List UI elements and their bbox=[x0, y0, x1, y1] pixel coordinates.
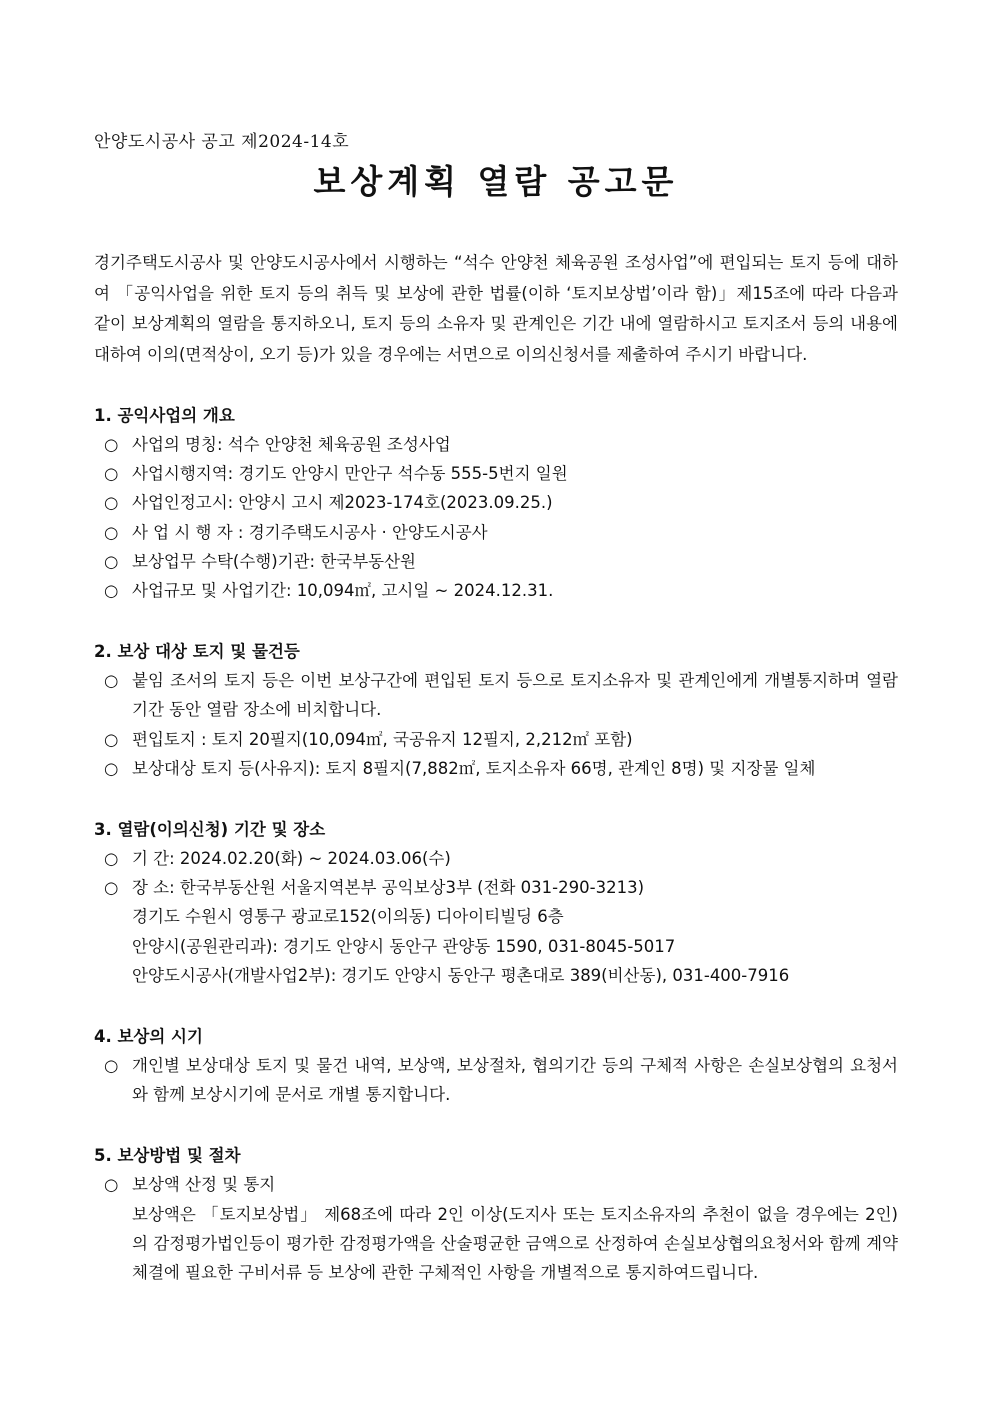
item-text: 편입토지 : 토지 20필지(10,094㎡, 국공유지 12필지, 2,212㎡ 포함) bbox=[132, 729, 633, 749]
item-text: 사업시행지역: 경기도 안양시 만안구 석수동 555-5번지 일원 bbox=[132, 464, 568, 484]
bullet-circle-icon: ○ bbox=[104, 729, 119, 749]
section-heading: 3. 열람(이의신청) 기간 및 장소 bbox=[94, 820, 326, 840]
section-heading: 4. 보상의 시기 bbox=[94, 1027, 203, 1047]
bullet-circle-icon: ○ bbox=[104, 1175, 119, 1195]
item-text: 기 간: 2024.02.20(화) ~ 2024.03.06(수) bbox=[132, 849, 451, 869]
method-paragraph: 보상액은 「토지보상법」 제68조에 따라 2인 이상(도지사 또는 토지소유자의 추천이 없을 경우에는 2인)의 감정평가법인등이 평가한 감정평가액을 산술평균한 금액으로 산정하여 손실보상협의요청서와 함께 계약체결에 필요한 구비서류 등 보상에 관한 구체적인 사항을 개별적으로 통지하여드립니다. bbox=[132, 1204, 898, 1283]
item-text: 보상대상 토지 등(사유지): 토지 8필지(7,882㎡, 토지소유자 66명, 관계인 8명) 및 지장물 일체 bbox=[132, 758, 816, 778]
item-text: 보상액 산정 및 통지 bbox=[132, 1175, 276, 1195]
list-item bbox=[94, 518, 898, 547]
bullet-circle-icon: ○ bbox=[104, 849, 119, 869]
intro-paragraph: 경기주택도시공사 및 안양도시공사에서 시행하는 “석수 안양천 체육공원 조성사업”에 편입되는 토지 등에 대하여 「공익사업을 위한 토지 등의 취득 및 보상에 관한 법률(이하 ‘토지보상법’이라 함)」제15조에 따라 다음과 같이 보상계획의 열람을 통지하오니, 토지 등의 소유자 및 관계인은 기간 내에 열람하시고 토지조서 등의 내용에 대하여 이의(면적상이, 오기 등)가 있을 경우에는 서면으로 이의신청서를 제출하여 주시기 바랍니다. bbox=[94, 253, 898, 364]
list-item bbox=[94, 576, 898, 605]
address-line: 경기도 수원시 영통구 광교로152(이의동) 디아이티빌딩 6층 bbox=[132, 907, 564, 927]
item-text: 사 업 시 행 자 : 경기주택도시공사 · 안양도시공사 bbox=[132, 522, 488, 542]
item-text: 개인별 보상대상 토지 및 물건 내역, 보상액, 보상절차, 협의기간 등의 구체적 사항은 손실보상협의 요청서와 함께 보상시기에 문서로 개별 통지합니다. bbox=[132, 1056, 898, 1105]
list-item bbox=[94, 754, 898, 783]
bullet-circle-icon: ○ bbox=[104, 522, 119, 542]
section-heading: 5. 보상방법 및 절차 bbox=[94, 1146, 241, 1166]
address-line: 안양시(공원관리과): 경기도 안양시 동안구 관양동 1590, 031-8045-5017 bbox=[132, 936, 676, 956]
item-text: 사업규모 및 사업기간: 10,094㎡, 고시일 ~ 2024.12.31. bbox=[132, 581, 554, 601]
section-heading: 1. 공익사업의 개요 bbox=[94, 406, 235, 425]
list-item bbox=[94, 488, 898, 517]
address-line: 안양도시공사(개발사업2부): 경기도 안양시 동안구 평촌대로 389(비산동), 031-400-7916 bbox=[132, 965, 790, 985]
bullet-circle-icon: ○ bbox=[104, 493, 119, 513]
list-item bbox=[94, 844, 898, 873]
list-item bbox=[94, 459, 898, 488]
bullet-circle-icon: ○ bbox=[104, 464, 119, 484]
bullet-circle-icon: ○ bbox=[104, 581, 119, 601]
notice-number: 안양도시공사 공고 제2024-14호 bbox=[94, 132, 350, 152]
section-project-overview bbox=[94, 401, 898, 605]
item-text: 장 소: 한국부동산원 서울지역본부 공익보상3부 (전화 031-290-3213) bbox=[132, 878, 645, 898]
document-title: 보상계획 열람 공고문 bbox=[313, 162, 679, 201]
list-item bbox=[94, 666, 898, 724]
list-item bbox=[94, 547, 898, 576]
bullet-circle-icon: ○ bbox=[104, 1056, 119, 1076]
bullet-circle-icon: ○ bbox=[104, 671, 119, 691]
list-item bbox=[94, 725, 898, 754]
list-item bbox=[94, 1051, 898, 1109]
bullet-circle-icon: ○ bbox=[104, 435, 119, 454]
notice-document bbox=[94, 130, 898, 1287]
section-compensation-timing bbox=[94, 1022, 898, 1109]
list-item bbox=[94, 873, 898, 902]
item-text: 보상업무 수탁(수행)기관: 한국부동산원 bbox=[132, 551, 416, 571]
section-inspection-period-place bbox=[94, 815, 898, 990]
bullet-circle-icon: ○ bbox=[104, 551, 119, 571]
section-compensation-method bbox=[94, 1141, 898, 1287]
bullet-circle-icon: ○ bbox=[104, 758, 119, 778]
list-item bbox=[94, 430, 898, 459]
section-heading: 2. 보상 대상 토지 및 물건등 bbox=[94, 642, 300, 662]
item-text: 붙임 조서의 토지 등은 이번 보상구간에 편입된 토지 등으로 토지소유자 및 관계인에게 개별통지하며 열람기간 동안 열람 장소에 비치합니다. bbox=[132, 671, 898, 720]
section-compensation-targets bbox=[94, 637, 898, 783]
item-text: 사업의 명칭: 석수 안양천 체육공원 조성사업 bbox=[132, 435, 451, 454]
item-text: 사업인정고시: 안양시 고시 제2023-174호(2023.09.25.) bbox=[132, 493, 553, 513]
list-item bbox=[94, 1170, 898, 1199]
bullet-circle-icon: ○ bbox=[104, 878, 119, 898]
